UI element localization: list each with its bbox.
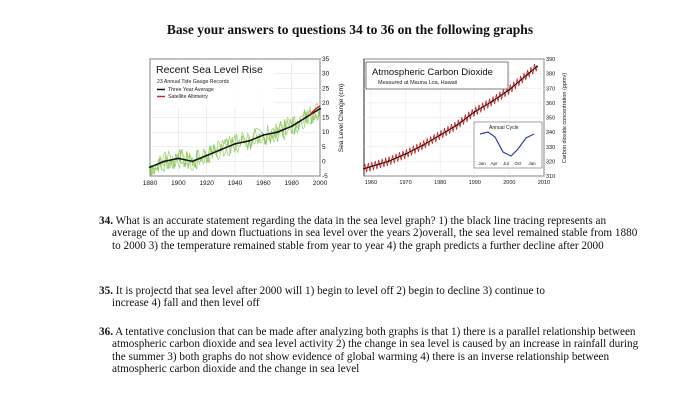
co2-data-point — [439, 134, 441, 136]
co2-data-point — [363, 168, 365, 170]
co2-x-tick-label: 1990 — [468, 180, 481, 186]
annual-cycle-month-label: Jan — [528, 161, 536, 166]
co2-y-axis-label: Carbon dioxide concentration (ppmv) — [562, 72, 568, 164]
sea-level-y-axis-label: Sea Level Change (cm) — [338, 83, 345, 153]
question-36-text: A tentative conclusion that can be made after analyzing both graphs is that 1) there is a parallel relationship between atmospheric carbon dioxide and sea level activity 2) the change in sea level is caused by an increase in rainfall during the summer 3) both graphs do not show evidence of global warming 4) there is an inverse relationship between atmospheric carbon dioxide and the change in sea level — [112, 326, 639, 376]
co2-y-tick-label: 350 — [546, 115, 556, 122]
annual-cycle-title: Annual Cycle — [489, 125, 519, 131]
co2-y-tick-label: 330 — [546, 144, 556, 151]
sea-y-tick-label: 35 — [322, 56, 330, 63]
sea-y-tick-label: 20 — [322, 99, 330, 107]
question-36-number: 36. — [99, 326, 113, 338]
co2-y-tick-label: 370 — [546, 86, 556, 93]
sea-x-tick-label: 1880 — [142, 180, 158, 187]
sea-x-tick-label: 1920 — [199, 180, 214, 187]
sea-x-tick-label: 1980 — [284, 180, 299, 187]
sea-y-tick-label: 15 — [322, 114, 330, 122]
co2-y-tick-label: 320 — [546, 159, 556, 166]
co2-x-tick-label: 2010 — [537, 180, 551, 186]
co2-data-point — [387, 160, 389, 162]
question-35 — [99, 285, 582, 310]
sea-y-tick-label: 10 — [322, 129, 330, 137]
question-35-number: 35. — [99, 285, 113, 297]
sea-legend-average: Three Year Average — [168, 87, 214, 93]
question-36 — [99, 326, 652, 376]
co2-y-tick-label: 360 — [546, 100, 556, 107]
co2-x-tick-label: 1970 — [399, 180, 412, 186]
co2-x-tick-label: 2000 — [503, 180, 516, 186]
co2-data-point — [474, 111, 476, 113]
sea-y-tick-label: 25 — [322, 85, 330, 93]
annual-cycle-month-label: Jul — [503, 161, 509, 166]
question-34 — [99, 215, 642, 252]
co2-data-point — [457, 124, 459, 126]
sea-level-title: Recent Sea Level Rise — [156, 64, 263, 76]
sea-y-tick-label: 5 — [322, 143, 326, 151]
sea-y-tick-label: 0 — [322, 158, 326, 166]
co2-subtitle: Measured at Mauna Loa, Hawaii — [378, 80, 458, 86]
co2-y-tick-label: 380 — [546, 71, 556, 78]
annual-cycle-month-label: Jan — [478, 161, 486, 166]
co2-data-point — [536, 65, 538, 67]
question-34-text: What is an accurate statement regarding the data in the sea level graph? 1) the black line tracing represents an average of the up and down fluctuations in sea level over the years 2)overall, the sea level remained stable from 1880 to 2000 3) the temperature remained stable from year to year 4) the graph predicts a further decline after 2000 — [112, 215, 638, 252]
co2-y-tick-label: 310 — [546, 174, 556, 180]
co2-title: Atmospheric Carbon Dioxide — [372, 67, 493, 78]
sea-x-tick-label: 1900 — [171, 180, 186, 187]
sea-x-tick-label: 1960 — [256, 180, 271, 187]
question-34-number: 34. — [99, 215, 113, 227]
page-title: Base your answers to questions 34 to 36 on the following graphs — [166, 22, 534, 37]
co2-y-tick-label: 390 — [546, 57, 556, 63]
question-35-text: It is projectd that sea level after 2000 will 1) begin to level off 2) begin to decline 3) continue to increase 4) fall and then level off — [112, 285, 545, 310]
co2-data-point — [422, 144, 424, 146]
co2-y-tick-label: 340 — [546, 130, 556, 137]
sea-legend-gauge: 23 Annual Tide Gauge Records — [157, 79, 230, 85]
co2-data-point — [405, 153, 407, 155]
sea-y-tick-label: -5 — [322, 173, 328, 180]
co2-data-point — [526, 74, 528, 76]
annual-cycle-month-label: Apr — [490, 161, 498, 166]
co2-x-tick-label: 1980 — [434, 180, 447, 186]
sea-x-tick-label: 1940 — [227, 180, 243, 187]
co2-data-point — [508, 89, 510, 91]
co2-data-point — [491, 101, 493, 103]
co2-x-tick-label: 1960 — [364, 180, 378, 186]
sea-x-tick-label: 2000 — [312, 180, 328, 187]
sea-legend-satellite: Satellite Altimetry — [168, 94, 208, 100]
annual-cycle-month-label: Oct — [514, 161, 522, 166]
sea-y-tick-label: 30 — [322, 70, 330, 78]
